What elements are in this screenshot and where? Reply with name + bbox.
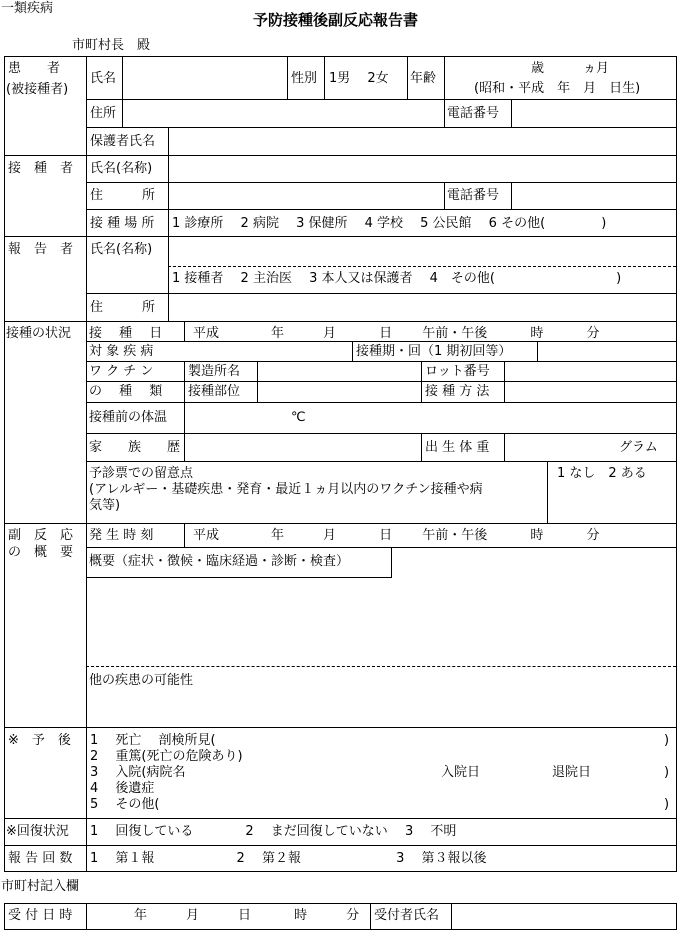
receiver-name-field[interactable] [453,905,674,928]
dose-period-label: 接種期・回（1 期初回等） [356,344,512,359]
reporter-name-label: 氏名(名称) [90,242,153,257]
inoculator-name-field[interactable] [170,157,674,181]
patient-address-field[interactable] [124,101,442,126]
patient-section-sublabel: (被接種者) [6,82,69,97]
discharge-date-label: 退院日 [552,765,592,780]
patient-sex-label: 性別 [291,71,318,86]
prognosis-item-hospitalized[interactable]: 3 入院(病院名 [90,765,186,780]
prognosis-item-death[interactable]: 1 死亡 剖検所見( [90,733,216,748]
inoculator-name-label: 氏名(名称) [90,161,153,176]
document-title: 予防接種後副反応報告書 [253,11,419,29]
reporter-section-label: 報 告 者 [8,242,74,257]
addressee: 市町村長 殿 [72,38,151,53]
guardian-name-label: 保護者氏名 [90,134,156,149]
paren-close: ) [664,733,670,748]
inoculation-place-options[interactable]: 1 診療所 2 病院 3 保健所 4 学校 5 公民館 6 その他( ) [172,216,607,231]
patient-age-label: 年齢 [410,71,437,86]
manufacturer-label: 製造所名 [188,364,241,379]
patient-birthdate[interactable]: (昭和・平成 年 月 日生) [474,81,641,96]
inoculator-address-label: 住 所 [90,188,156,203]
onset-time-label: 発 生 時 刻 [89,528,154,543]
inoculation-date-value[interactable]: 平成 年 月 日 午前・午後 時 分 [193,326,600,341]
other-disease-label: 他の疾患の可能性 [89,673,194,688]
receiver-name-label: 受付者氏名 [374,908,440,923]
reporter-name-field[interactable] [170,238,674,264]
other-disease-field[interactable] [88,690,674,725]
inoculator-phone-label: 電話番号 [447,188,500,203]
vaccine-type-label-1: ワ ク チ ン [89,364,154,379]
summary-label: 概要（症状・徴候・臨床経過・診断・検査） [89,554,350,569]
precaution-detail: (アレルギー・基礎疾患・発育・最近１ヵ月以内のワクチン接種や病 [89,482,483,497]
paren-close: ) [664,765,670,780]
reaction-section-label-2: の 概 要 [8,545,74,560]
category-label: 一類疾病 [1,1,54,16]
patient-age-units[interactable]: 歳 ヵ月 [531,61,610,76]
report-count-label: 報 告 回 数 [8,851,73,866]
target-disease-label: 対 象 疾 病 [89,344,154,359]
precaution-detail-cont: 気等) [89,498,121,513]
patient-sex-options[interactable]: 1男 2女 [329,71,389,86]
target-disease-field[interactable] [186,343,350,360]
guardian-name-field[interactable] [170,129,674,154]
injection-site-field[interactable] [259,383,419,401]
birth-weight-unit[interactable]: グラム [619,440,658,455]
family-history-field[interactable] [186,435,419,460]
report-count-options[interactable]: 1 第１報 2 第２報 3 第３報以後 [90,851,487,866]
inoculation-method-field[interactable] [506,383,674,401]
inoculation-date-label: 接 種 日 [89,326,163,341]
manufacturer-field[interactable] [259,363,419,380]
status-section-label: 接種の状況 [6,326,72,341]
birth-weight-label: 出 生 体 重 [425,440,490,455]
patient-phone-field[interactable] [513,101,674,126]
patient-phone-label: 電話番号 [447,106,500,121]
reporter-relation-options[interactable]: 1 接種者 2 主治医 3 本人又は保護者 4 その他( ) [172,271,622,286]
precaution-label: 予診票での留意点 [89,466,194,481]
reporter-address-field[interactable] [170,295,674,320]
onset-time-value[interactable]: 平成 年 月 日 午前・午後 時 分 [193,528,600,543]
inoculator-address-field[interactable] [170,184,442,208]
recovery-section-label: ※回復状況 [6,824,69,839]
precaution-options[interactable]: 1 なし 2 ある [557,466,647,481]
family-history-label: 家 族 歴 [89,440,181,455]
reporter-address-label: 住 所 [90,300,156,315]
summary-field[interactable] [88,580,674,664]
inoculator-phone-field[interactable] [513,184,674,208]
reaction-section-label-1: 副 反 応 [8,528,74,543]
prognosis-item-sequela[interactable]: 4 後遺症 [90,781,155,796]
patient-name-field[interactable] [124,58,286,98]
lot-number-field[interactable] [506,363,674,380]
body-temperature-label: 接種前の体温 [89,410,168,425]
admission-date-label: 入院日 [441,765,481,780]
prognosis-item-serious[interactable]: 2 重篤(死亡の危険あり) [90,749,243,764]
vaccine-type-label-2: の 種 類 [89,384,163,399]
prognosis-item-other[interactable]: 5 その他( [90,797,160,812]
patient-name-label: 氏名 [90,71,117,86]
received-datetime-label: 受 付 日 時 [8,908,73,923]
received-datetime-value[interactable]: 年 月 日 時 分 [134,908,360,923]
patient-section-label: 患 者 [8,61,61,76]
recovery-options[interactable]: 1 回復している 2 まだ回復していない 3 不明 [90,824,457,839]
municipal-heading: 市町村記入欄 [1,879,80,894]
inoculator-section-label: 接 種 者 [8,161,74,176]
injection-site-label: 接種部位 [188,384,241,399]
inoculation-method-label: 接 種 方 法 [425,384,490,399]
paren-close: ) [664,797,670,812]
inoculation-place-label: 接 種 場 所 [90,216,155,231]
lot-number-label: ロット番号 [425,364,490,379]
temperature-unit[interactable]: ℃ [291,410,306,425]
dose-period-field[interactable] [539,343,674,360]
patient-address-label: 住所 [90,106,117,121]
prognosis-section-label: ※ 予 後 [8,733,71,748]
